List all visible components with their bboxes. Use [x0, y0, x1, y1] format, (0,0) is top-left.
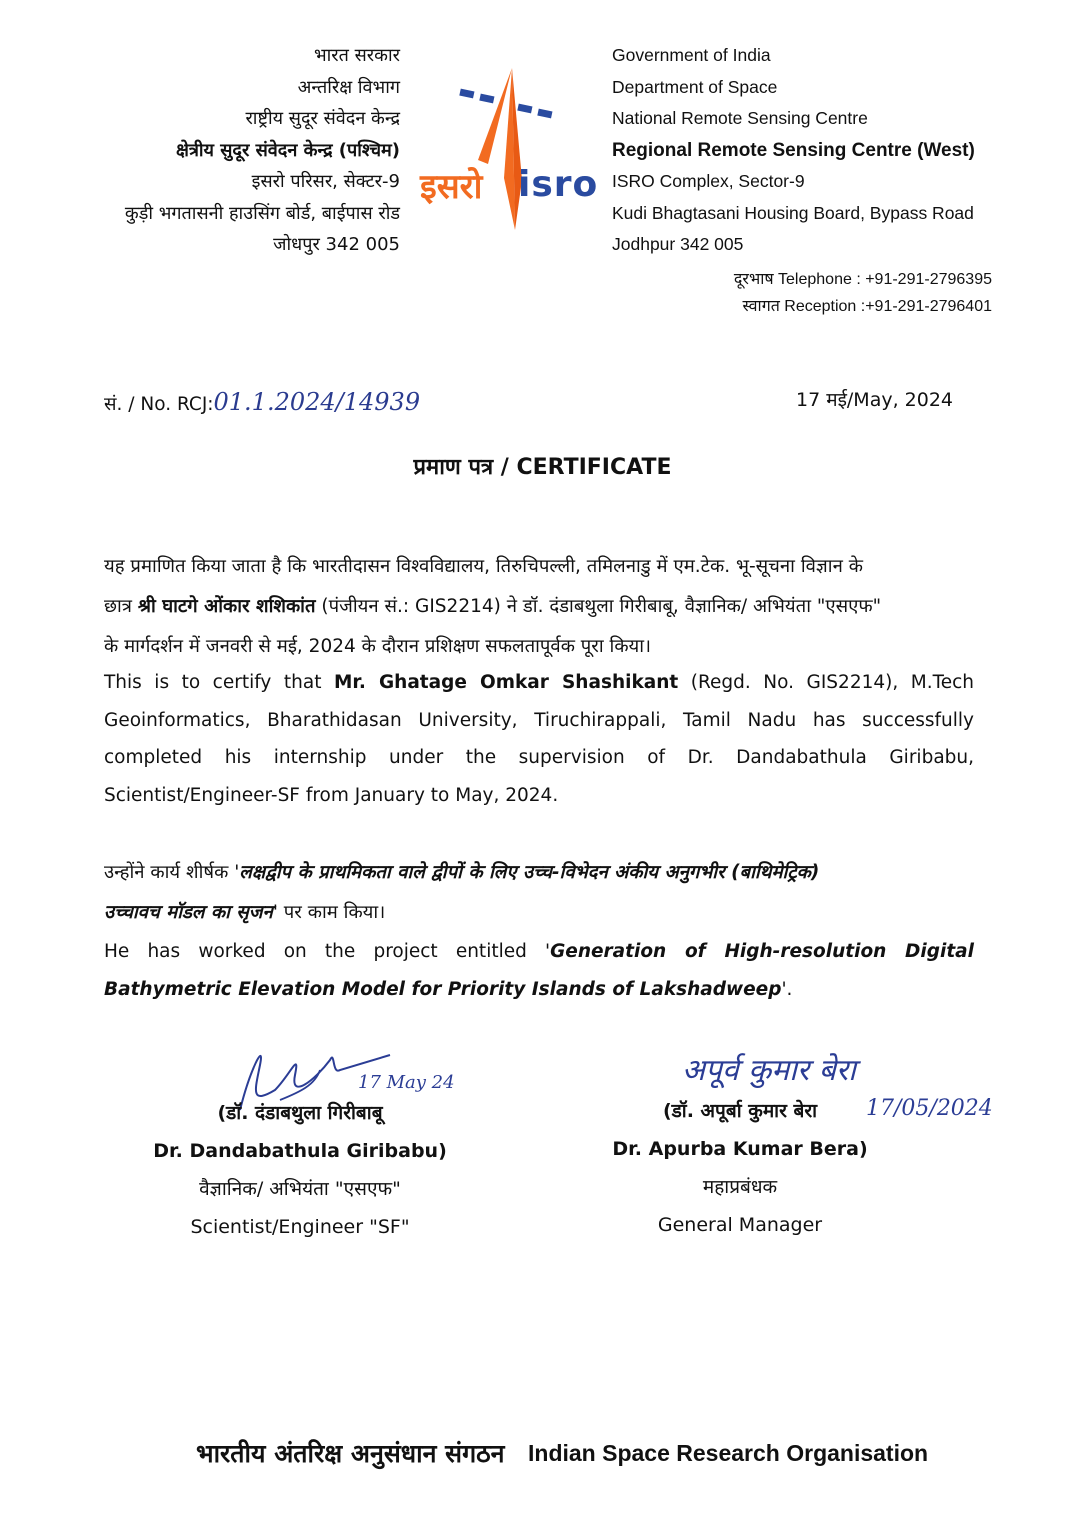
hindi-line: [104, 893, 974, 933]
header-english-line: Department of Space: [612, 76, 778, 97]
header-hindi-line: राष्ट्रीय सुदूर संवेदन केन्द्र: [245, 108, 400, 129]
text: छात्र: [104, 596, 138, 617]
project-title-hindi-1: लक्षद्वीप के प्राथमिकता वाले द्वीपों के लिए उच्च-विभेदन अंकीय अनुगभीर (बाथिमेट्रिक): [239, 862, 820, 883]
hindi-certification-paragraph: [104, 547, 974, 667]
signatory-left-hindi-designation: वैज्ञानिक/ अभियंता "एसएफ": [199, 1178, 401, 1200]
header-hindi-line: कुड़ी भगतासनी हाउसिंग बोर्ड, बाईपास रोड: [124, 202, 400, 224]
text: (पंजीयन सं.: GIS2214) ने डॉ. दंडाबथुला गिरीबाबू, वैज्ञानिक/ अभियंता "एसएफ": [315, 596, 882, 617]
header-hindi-line: क्षेत्रीय सुदूर संवेदन केन्द्र (पश्चिम): [176, 139, 400, 161]
header-english-line: Jodhpur 342 005: [612, 234, 744, 254]
footer-english: Indian Space Research Organisation: [528, 1440, 929, 1466]
english-project-paragraph: [104, 933, 974, 1008]
logo-english-text: isro: [518, 164, 599, 205]
student-name-english: Mr. Ghatage Omkar Shashikant: [333, 672, 679, 693]
text: ' पर काम किया।: [272, 902, 386, 923]
header-hindi-line: जोधपुर 342 005: [273, 234, 400, 255]
signatory-right-hindi-name: (डॉ. अपूर्बा कुमार बेरा: [662, 1100, 818, 1122]
header-hindi-line: भारत सरकार: [313, 45, 400, 66]
signature-right-date: 17/05/2024: [866, 1096, 993, 1121]
reference-label: सं. / No. RCJ:: [104, 394, 214, 415]
contact-info: [734, 266, 992, 320]
project-title-hindi-2: उच्चावच मॉडल का सृजन: [104, 902, 273, 923]
text: उन्होंने कार्य शीर्षक ': [104, 862, 240, 883]
project-title-english: Generation of High-resolution Digital Bathymetric Elevation Model for Priority Islands of Lakshadweep: [104, 941, 974, 1000]
signatory-left-english-name: Dr. Dandabathula Giribabu): [153, 1140, 447, 1162]
hindi-line: [104, 587, 974, 627]
isro-logo: [418, 60, 602, 235]
text: This is to certify that: [104, 672, 334, 693]
signatory-right-hindi-designation: महाप्रबंधक: [702, 1176, 778, 1198]
reference-handwritten: 01.1.2024/14939: [213, 388, 421, 416]
signatory-right-english-name: Dr. Apurba Kumar Bera): [612, 1138, 868, 1160]
header-hindi-address: [40, 40, 400, 261]
signatory-left: [120, 1094, 480, 1246]
english-certification-paragraph: [104, 664, 974, 814]
issue-date: 17 मई/May, 2024: [796, 389, 954, 411]
header-english-line: Regional Remote Sensing Centre (West): [612, 139, 975, 161]
student-name-hindi: श्री घाटगे ओंकार शशिकांत: [137, 596, 316, 617]
signatory-right: [590, 1092, 890, 1244]
signatory-left-english-designation: Scientist/Engineer "SF": [190, 1216, 410, 1238]
header-english-line: ISRO Complex, Sector-9: [612, 171, 805, 191]
text: He has worked on the project entitled ': [104, 941, 551, 962]
reception: स्वागत Reception :+91-291-2796401: [742, 298, 992, 315]
logo-hindi-text: इसरो: [420, 167, 483, 207]
header-hindi-line: इसरो परिसर, सेक्टर-9: [251, 171, 400, 192]
signature-left-date: 17 May 24: [358, 1072, 455, 1093]
hindi-line: यह प्रमाणित किया जाता है कि भारतीदासन विश्वविद्यालय, तिरुचिपल्ली, तमिलनाडु में एम.टेक. भू-सूचना विज्ञान के: [104, 556, 863, 577]
certificate-title: प्रमाण पत्र / CERTIFICATE: [413, 455, 672, 480]
text: '.: [781, 978, 793, 1000]
signature-right: अपूर्व कुमार बेरा: [682, 1053, 856, 1088]
footer-hindi: भारतीय अंतरिक्ष अनुसंधान संगठन: [196, 1439, 505, 1468]
header-hindi-line: अन्तरिक्ष विभाग: [297, 76, 400, 98]
header-english-line: Government of India: [612, 45, 771, 65]
hindi-line: [104, 853, 974, 893]
signatory-left-hindi-name: (डॉ. दंडाबथुला गिरीबाबू: [217, 1102, 383, 1124]
text: (Regd. No. GIS2214), M.Tech Geoinformatics, Bharathidasan University, Tiruchirappali, Tamil Nadu has successfully completed his internship under the supervision of Dr. Dandabathula Giribabu, Scientist/Engineer-SF from January to May, 2024.: [104, 672, 975, 806]
hindi-line: के मार्गदर्शन में जनवरी से मई, 2024 के दौरान प्रशिक्षण सफलतापूर्वक पूरा किया।: [104, 636, 652, 657]
telephone: दूरभाष Telephone : +91-291-2796395: [733, 271, 992, 288]
reference-number: [104, 388, 420, 416]
hindi-project-paragraph: [104, 853, 974, 933]
header-english-address: [612, 40, 1052, 261]
header-english-line: National Remote Sensing Centre: [612, 108, 868, 128]
header-english-line: Kudi Bhagtasani Housing Board, Bypass Road: [612, 202, 974, 223]
signatory-right-english-designation: General Manager: [657, 1214, 823, 1236]
